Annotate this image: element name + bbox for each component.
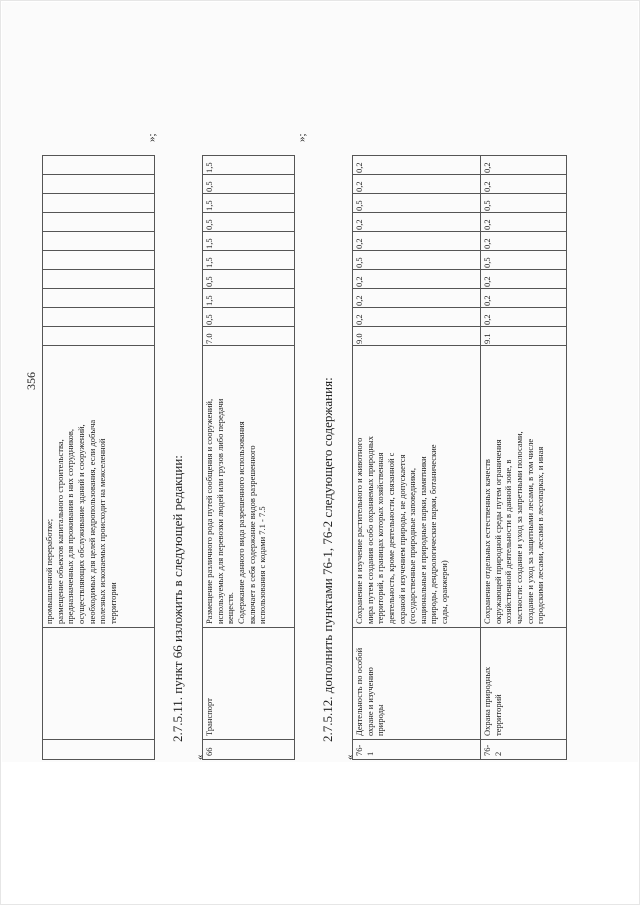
value-cell: 0,2	[353, 175, 481, 194]
value-cell: 0,2	[481, 175, 567, 194]
value-cell: 9.0	[353, 327, 481, 346]
row-name: Деятельность по особой охране и изучению природы	[353, 628, 481, 740]
row-code: 66	[203, 740, 295, 760]
closing-quote: »;	[296, 133, 308, 142]
row-name: Транспорт	[203, 628, 295, 740]
value-cell: 1,5	[203, 194, 295, 213]
description-cell: Размещение различного рода путей сообщения и сооружений, используемых для перевозки людей или грузов либо передачи веществ. Содержание данного вида разрешенного использования включает в себя содержание видов разрешенного использования с кодами 7.1 - 7.5	[203, 346, 295, 628]
table-row	[481, 156, 567, 760]
value-cell: 1,5	[203, 251, 295, 270]
value-cell: 0,2	[353, 213, 481, 232]
table-rows-76	[352, 155, 567, 760]
value-cell: 0,2	[353, 289, 481, 308]
closing-quote: »;	[146, 133, 158, 142]
value-cell: 0,2	[481, 232, 567, 251]
value-cell: 0,2	[353, 232, 481, 251]
table-row	[353, 156, 481, 760]
opening-quote: «	[194, 754, 206, 760]
section-heading-66: 2.7.5.11. пункт 66 изложить в следующей редакции:	[170, 455, 185, 742]
value-cell: 0,5	[203, 175, 295, 194]
opening-quote: «	[344, 754, 356, 760]
row-code: 76-1	[353, 740, 481, 760]
rotated-document	[20, 0, 620, 760]
value-cell: 0,2	[481, 270, 567, 289]
value-cell: 9.1	[481, 327, 567, 346]
table-row	[203, 156, 295, 760]
table-row	[43, 156, 155, 760]
value-cell: 0,2	[353, 308, 481, 327]
value-cell: 1,5	[203, 289, 295, 308]
value-cell: 1,5	[203, 232, 295, 251]
row-name: Охрана природных территорий	[481, 628, 567, 740]
value-cell: 0,2	[481, 213, 567, 232]
description-cell: промышленной переработке; размещение объектов капитального строительства, предназначенных для проживания в них сотрудников, осуществляющих обслуживание зданий и сооружений, необходимых для целей недропользования, если добыча полезных ископаемых происходит на межселенной территории	[43, 346, 155, 628]
value-cell: 0,5	[353, 194, 481, 213]
value-cell: 0,5	[203, 308, 295, 327]
value-cell: 0,5	[353, 251, 481, 270]
table-row-66	[202, 155, 295, 760]
value-cell: 7.0	[203, 327, 295, 346]
value-cell: 0,2	[481, 308, 567, 327]
value-cell: 1,5	[203, 156, 295, 175]
value-cell: 0,2	[353, 270, 481, 289]
description-cell: Сохранение и изучение растительного и животного мира путем создания особо охраняемых природных территорий, в границах которых хозяйственная деятельность, кроме деятельности, связанной с охраной и изучением природы, не допускается (государственные природные заповедники, национальные и природные парки, памятники природы, дендрологические парки, ботанические сады, оранжереи)	[353, 346, 481, 628]
row-code: 76-2	[481, 740, 567, 760]
value-cell: 0,2	[481, 289, 567, 308]
page-number: 356	[24, 372, 38, 390]
description-cell: Сохранение отдельных естественных качеств окружающей природной среды путем ограничения хозяйственной деятельности в данной зоне, в частности: создание и уход за запретными полосами, создание и уход за защитными лесами, в том числе городскими лесами, лесами в лесопарках, и иная	[481, 346, 567, 628]
table-continuation	[42, 155, 155, 760]
value-cell: 0,2	[481, 156, 567, 175]
value-cell: 0,5	[203, 270, 295, 289]
value-cell: 0,5	[481, 194, 567, 213]
value-cell: 0,2	[353, 156, 481, 175]
value-cell: 0,5	[203, 213, 295, 232]
section-heading-76: 2.7.5.12. дополнить пунктами 76-1, 76-2 следующего содержания:	[320, 377, 335, 742]
value-cell: 0,5	[481, 251, 567, 270]
